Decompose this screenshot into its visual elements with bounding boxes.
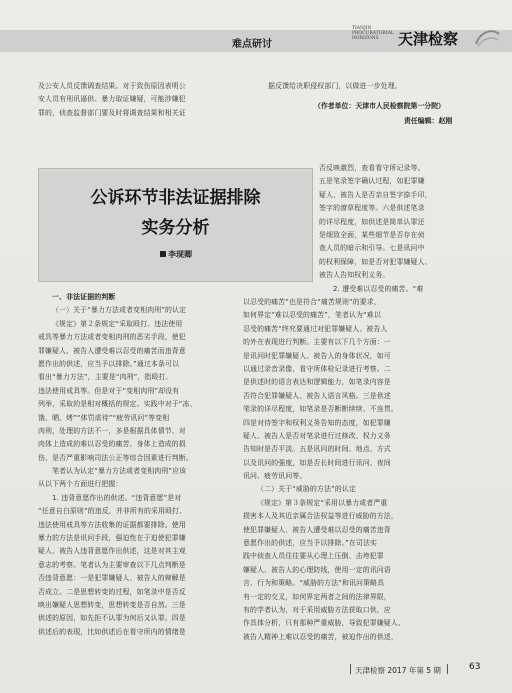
right-column-wide bbox=[243, 296, 493, 644]
top-left-column bbox=[38, 80, 260, 120]
article-title-box bbox=[38, 168, 313, 282]
text-line: 是供述时的语言表达和逻辑能力，如笔录内容是 bbox=[243, 378, 391, 387]
text-line: “任意自白原则”的违反，并非所有的采用殴打、 bbox=[38, 507, 187, 516]
text-line: 有的学者认为，对于采用威胁方法获取口供，应 bbox=[243, 605, 391, 614]
section-title: 难点研讨 bbox=[232, 39, 272, 50]
subsection-heading: （一）关于“暴力方法或者变相肉刑”的认定 bbox=[52, 306, 187, 315]
text-line: 言、行为和策略。“威胁的方法”和讯问策略具 bbox=[243, 579, 385, 588]
footer-issue: 2017 年第 5 期 bbox=[387, 666, 441, 675]
text-line: 罪的，侦查监督部门要及时将调查结果和相关证 bbox=[38, 108, 186, 117]
editor-credit: 责任编辑：赵刚 bbox=[404, 117, 453, 125]
text-line: 安人员有刑讯逼供、暴力取证嫌疑，可能涉嫌犯 bbox=[38, 95, 186, 104]
text-line: 有一定的交叉，如何界定两者之间的法律界限， bbox=[243, 592, 391, 601]
text-line: 1. 违背意愿作出的供述。“违背意愿”是对 bbox=[52, 493, 182, 502]
page-number: 63 bbox=[469, 662, 481, 672]
text-line: 嫌疑人、被告人的心理防线，使用一定的讯问语 bbox=[243, 565, 391, 574]
text-line: 疑人、被告人是否亲自签字捺手印， bbox=[319, 190, 432, 199]
journal-logo: 天津检察 bbox=[398, 30, 459, 48]
text-line: 疑人、被告人违背意愿作出供述，这是对其主观 bbox=[38, 547, 186, 556]
text-line: 意愿作出的供述，应当予以排除。”在司法实 bbox=[243, 539, 378, 548]
text-line: 否反映激烈，查看看守所记录等。 bbox=[319, 164, 425, 172]
text-line: 查人员的暗示和引导。七是讯问中 bbox=[319, 244, 425, 253]
text-line: 违法使用戒具等。但是对于“变相肉刑”却没有 bbox=[38, 386, 180, 395]
text-line: 签字的潦草程度等。六是供述笔录 bbox=[319, 204, 425, 213]
article-title-line-1: 公诉环节非法证据排除 bbox=[90, 188, 261, 208]
text-line: 否符合犯罪嫌疑人、被告人语言风格。三是供述 bbox=[243, 391, 391, 400]
text-line: 的外在表现进行判断。主要有以下几个方面：一 bbox=[243, 338, 391, 347]
text-line: 疑人、被告人是否对笔录进行过修改、权力义务 bbox=[243, 431, 391, 440]
footer-journal: 天津检察 bbox=[355, 666, 385, 675]
text-line: 愿作出的供述，应当予以排除。”通过本条可以 bbox=[38, 359, 180, 368]
text-line: 映出嫌疑人思想转变，思想转变是否自然。三是 bbox=[38, 600, 186, 609]
text-line: 戒具等暴力方法或者变相肉刑的恶劣手段，使犯 bbox=[38, 333, 186, 342]
text-line: 罪嫌疑人、被告人遭受难以忍受的痛苦而违背意 bbox=[38, 346, 186, 355]
logo-en-line: HORIZONS bbox=[352, 36, 379, 41]
text-line: 违法使用戒具等方法收集的证据都要排除。使用 bbox=[38, 520, 186, 529]
text-line: 《规定》第３条规定“采用以暴力或者严重 bbox=[257, 498, 388, 507]
page-footer bbox=[346, 664, 452, 676]
text-line: 列举，采取的是相对概括的规定。实践中对于“冻、 bbox=[38, 400, 197, 409]
logo-en-line: PROCURATORIAL bbox=[352, 31, 394, 36]
text-line: 讯问、疲劳讯问等。 bbox=[243, 472, 307, 481]
footer-divider bbox=[350, 664, 351, 674]
text-line: 肉体上造成的难以忍受的痛苦、身体上造成的损 bbox=[38, 440, 186, 449]
text-line: 是讯问时犯罪嫌疑人、被告人的身体状况，如可 bbox=[243, 351, 391, 360]
text-line: 如何界定“难以忍受的痛苦”，笔者认为“难以 bbox=[243, 311, 381, 320]
section-heading: 一、非法证据的判断 bbox=[52, 293, 116, 301]
text-line: 被告人精神上难以忍受的痛苦，被迫作出的供述， bbox=[243, 632, 398, 641]
text-line: 以及讯问的强度，如是否长时间进行讯问、夜间 bbox=[243, 458, 391, 467]
text-line: 是细致全面，某些细节是否存在侦 bbox=[319, 230, 425, 239]
text-line: 笔录的详尽程度，如笔录是否断断续续、不连贯。 bbox=[243, 405, 398, 414]
text-line: 肉刑，处理的方法不一，多是根据具体情节、对 bbox=[38, 426, 186, 435]
text-line: 以通过录音录像、看守所体检记录进行考察。二 bbox=[243, 364, 391, 373]
text-line: 否违背意愿：一是犯罪嫌疑人、被告人的辩解是 bbox=[38, 574, 186, 583]
text-line: 的权利保障，如是否对犯罪嫌疑人、 bbox=[319, 257, 432, 266]
footer-divider bbox=[447, 664, 448, 674]
text-line: 看出“暴力方法”，主要是“肉刑”，指殴打、 bbox=[38, 373, 173, 382]
text-line: 践中侦查人员往往要从心理上压倒、击垮犯罪 bbox=[243, 552, 384, 561]
text-line: 以忍受的痛苦”也是符合“痛苦规则”的要求， bbox=[243, 298, 381, 306]
text-line: 否成立。二是思想转变的过程，如笔录中是否反 bbox=[38, 587, 186, 596]
text-line: 饿、晒、烤”“体罚虐待”“疲劳讯问”等变相 bbox=[38, 413, 170, 422]
journal-logo-english bbox=[352, 26, 394, 41]
text-line: 暴力的方法是讯问手段，强迫性在于迫使犯罪嫌 bbox=[38, 534, 186, 543]
text-line: 供述的原因，如先拒不认罪为何后又认罪。四是 bbox=[38, 614, 186, 623]
text-line: 从以下两个方面进行把握： bbox=[38, 480, 123, 489]
text-line: 笔者认为认定“暴力方法或者变相肉刑”应该 bbox=[52, 467, 187, 476]
text-line: 告知时是否平淡。五是讯问的时间、地点、方式 bbox=[243, 445, 391, 454]
text-line: 2. 遭受难以忍受的痛苦。“难 bbox=[333, 284, 424, 293]
text-line: 意志的考察。笔者认为主要审查以下几点判断是 bbox=[38, 560, 186, 569]
author-affiliation: （作者单位：天津市人民检察院第一分院） bbox=[314, 102, 445, 110]
text-line: 四是对待签字和权利义务告知的态度，如犯罪嫌 bbox=[243, 418, 391, 427]
right-column bbox=[319, 162, 499, 296]
text-line: 《规定》第２条规定“采取殴打、违法使用 bbox=[52, 319, 183, 328]
text-line: 据反馈给决职侵权部门，以做进一步处理。 bbox=[268, 82, 402, 90]
text-line: 忍受的痛苦”终究要通过对犯罪嫌疑人、被告人 bbox=[243, 324, 388, 333]
logo-en-line: TIANJIN bbox=[352, 26, 372, 31]
text-line: 供述后的表现，比如供述后在看守所内的情绪是 bbox=[38, 627, 186, 636]
text-line: 及公安人员反馈调查结果。对于致伤原因表明公 bbox=[38, 82, 186, 90]
logo-swirl-icon bbox=[472, 26, 502, 52]
article-author bbox=[160, 249, 192, 260]
top-right-column bbox=[268, 80, 484, 93]
author-square-icon bbox=[160, 251, 166, 257]
article-title-line-2: 实务分析 bbox=[141, 218, 210, 238]
author-name: 李现卿 bbox=[168, 250, 192, 259]
text-line: 作具体分析，只有那种严重威胁，导致犯罪嫌疑人、 bbox=[243, 619, 405, 628]
text-line: 被告人告知权利义务。 bbox=[319, 271, 390, 280]
text-line: 损害本人及其近亲属合法权益等进行威胁的方法， bbox=[243, 512, 398, 521]
text-line: 伤、是否严重影响司法公正等综合因素进行判断。 bbox=[38, 453, 193, 462]
text-line: 五是笔录签字确认过程，如犯罪嫌 bbox=[319, 177, 425, 186]
subsection-heading: （二）关于“威胁的方法”的认定 bbox=[257, 485, 356, 494]
text-line: 使犯罪嫌疑人、被告人遭受难以忍受的痛苦违背 bbox=[243, 525, 391, 534]
text-line: 的详尽程度，如供述是简单认罪还 bbox=[319, 217, 425, 226]
